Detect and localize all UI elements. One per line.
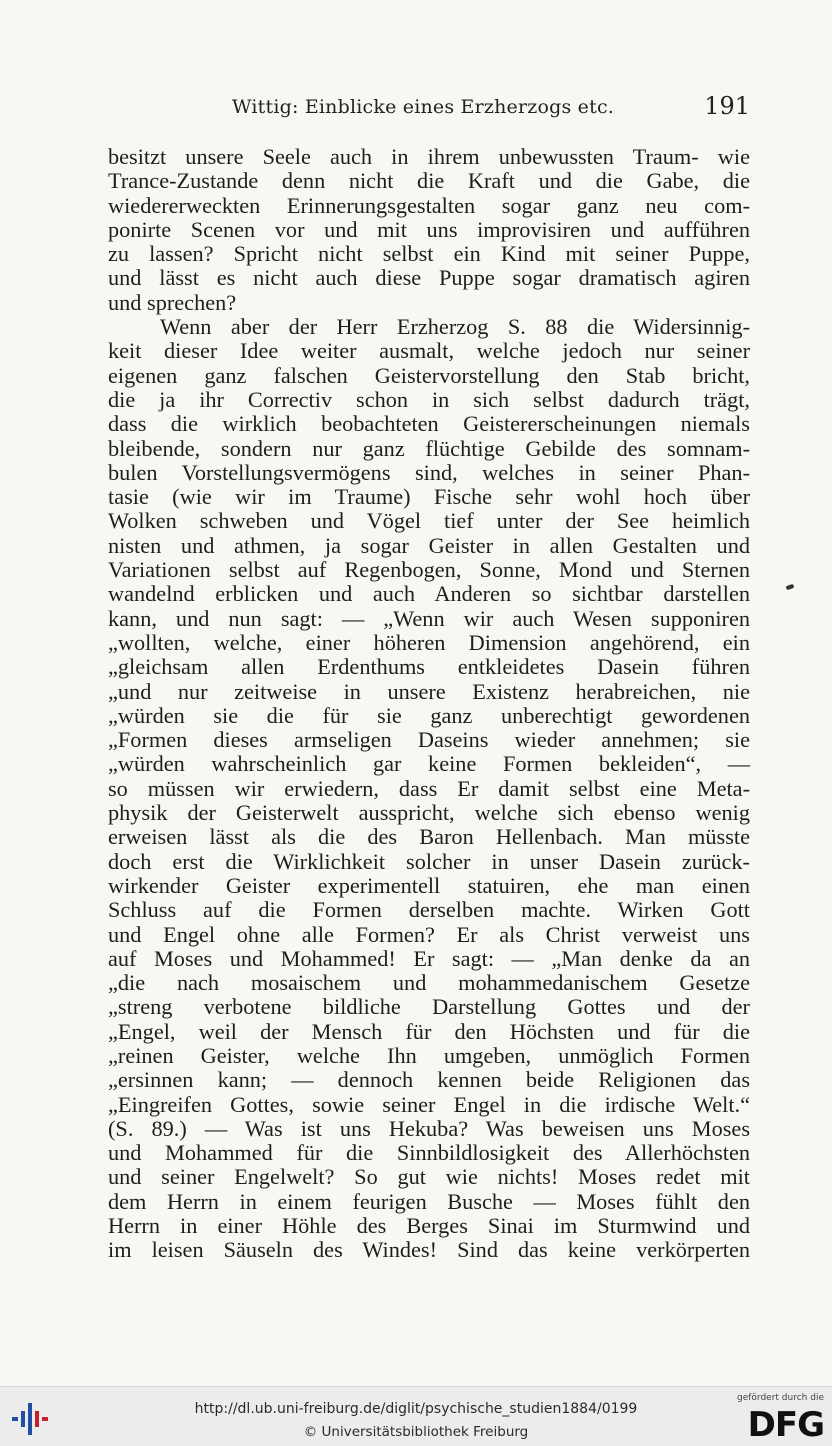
text-line: Variationen selbst auf Regenbogen, Sonne, Mond und Sternen [108,557,750,583]
text-line: so müssen wir erwiedern, dass Er damit selbst eine Meta- [108,775,750,801]
text-line: Trance-Zustande denn nicht die Kraft und die Gabe, die [108,168,750,194]
text-line: „und nur zeitweise in unsere Existenz herabreichen, nie [108,678,750,704]
text-line: „Engel, weil der Mensch für den Höchsten und für die [108,1018,750,1044]
text-line: auf Moses und Mohammed! Er sagt: — „Man denke da an [108,945,750,971]
text-line: „Formen dieses armseligen Daseins wieder annehmen; sie [108,727,750,753]
text-line: ponirte Scenen vor und mit uns improvisiren und aufführen [108,216,750,242]
text-line: „Eingreifen Gottes, sowie seiner Engel in die irdische Welt.“ [108,1091,750,1117]
text-line: Wolken schweben und Vögel tief unter der See heimlich [108,508,750,534]
text-line: „die nach mosaischem und mohammedanischem Gesetze [108,970,750,996]
text-line: kann, und nun sagt: — „Wenn wir auch Wesen supponiren [108,605,750,631]
text-line: wandelnd erblicken und auch Anderen so sichtbar darstellen [108,581,750,607]
text-line: besitzt unsere Seele auch in ihrem unbewussten Traum- wie [108,144,750,169]
text-line: und sprechen? [108,289,237,315]
text-line: doch erst die Wirklichkeit solcher in unser Dasein zurück- [108,848,750,874]
page-number: 191 [704,92,750,120]
text-line: „würden sie die für sie ganz unberechtigt gewordenen [108,702,750,728]
text-line: nisten und athmen, ja sogar Geister in allen Gestalten und [108,532,750,558]
footer-bar [0,1386,832,1446]
text-line: und lässt es nicht auch diese Puppe sogar dramatisch agiren [108,265,750,291]
text-line: wirkender Geister experimentell statuiren, ehe man einen [108,872,750,898]
text-line: dem Herrn in einem feurigen Busche — Moses fühlt den [108,1188,750,1214]
dfg-funding-logo [734,1393,824,1445]
text-line: bleibende, sondern nur ganz flüchtige Gebilde des somnam- [108,435,750,461]
text-line: Wenn aber der Herr Erzherzog S. 88 die Widersinnig- [160,314,750,340]
text-line: die ja ihr Correctiv schon in sich selbst dadurch trägt, [108,386,750,412]
text-line: (S. 89.) — Was ist uns Hekuba? Was beweisen uns Moses [108,1115,750,1141]
text-line: wiedererweckten Erinnerungsgestalten sogar ganz neu com- [108,192,750,218]
text-line: bulen Vorstellungsvermögens sind, welches in seiner Phan- [108,459,750,485]
text-line: und Mohammed für die Sinnbildlosigkeit des Allerhöchsten [108,1140,750,1166]
text-line: „streng verbotene bildliche Darstellung Gottes und der [108,994,750,1020]
text-line: physik der Geisterwelt ausspricht, welche sich ebenso wenig [108,800,750,826]
text-line: dass die wirklich beobachteten Geistererscheinungen niemals [108,411,750,437]
text-line: im leisen Säuseln des Windes! Sind das keine verkörperten [108,1237,750,1263]
text-line: eigenen ganz falschen Geistervorstellung den Stab bricht, [108,362,750,388]
body-text [108,145,750,1263]
text-line: und Engel ohne alle Formen? Er als Christ verweist uns [108,921,750,947]
text-line: „ersinnen kann; — dennoch kennen beide Religionen das [108,1067,750,1093]
dfg-caption: gefördert durch die [737,1393,824,1403]
text-line: „reinen Geister, welche Ihn umgeben, unmöglich Formen [108,1042,750,1068]
text-line: keit dieser Idee weiter ausmalt, welche jedoch nur seiner [108,338,750,364]
text-line: erweisen lässt als die des Baron Hellenbach. Man müsste [108,824,750,850]
footer-copyright: © Universitätsbibliothek Freiburg [303,1424,529,1440]
text-line: Herrn in einer Höhle des Berges Sinai im Sturmwind und [108,1213,750,1239]
text-line: tasie (wie wir im Traume) Fische sehr wohl hoch über [108,484,750,510]
running-title: Wittig: Einblicke eines Erzherzogs etc. [232,96,615,118]
margin-mark [786,584,795,590]
text-line: und seiner Engelwelt? So gut wie nichts! Moses redet mit [108,1164,750,1190]
text-line: „wollten, welche, einer höheren Dimension angehörend, ein [108,629,750,655]
dfg-logo-icon: DFG [747,1405,824,1445]
text-line: „gleichsam allen Erdenthums entkleidetes Dasein führen [108,654,750,680]
footer-url-link[interactable]: http://dl.ub.uni-freiburg.de/diglit/psychische_studien1884/0199 [194,1401,638,1417]
text-line: „würden wahrscheinlich gar keine Formen bekleiden“, — [108,751,750,777]
text-line: Schluss auf die Formen derselben machte. Wirken Gott [108,897,750,923]
text-line: zu lassen? Spricht nicht selbst ein Kind mit seiner Puppe, [108,241,750,267]
